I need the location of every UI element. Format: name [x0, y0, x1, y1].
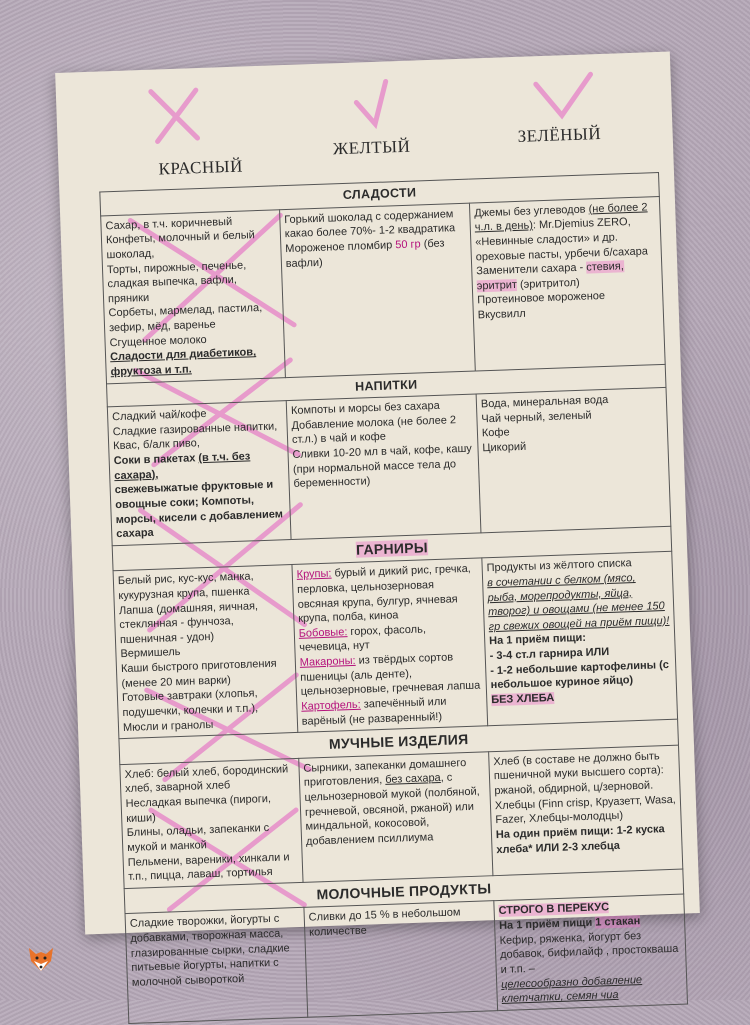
list-item: Продукты из жёлтого списка: [486, 557, 632, 575]
cell-garnish-green: [482, 552, 678, 726]
cell-flour-yellow: [299, 752, 493, 883]
text-fragment: : Mr.Djemius ZERO, «Невинные сладости» и др. ореховые пасты, урбечи б/сахара: [475, 216, 649, 263]
list-item: [296, 562, 479, 627]
list-item: Вода, минеральная вода: [480, 394, 609, 411]
list-item: Конфеты, молочный и белый шоколад,: [105, 229, 255, 262]
list-item: Сорбеты, мармелад, пастила,: [108, 302, 263, 320]
cell-flour-green: [489, 745, 683, 876]
list-item: Вкусвилл: [477, 307, 526, 322]
marker-x-red-top: [151, 90, 198, 142]
list-item: Протеиновое мороженое: [477, 290, 606, 307]
list-item: Белый рис, кус-кус, манка,: [117, 570, 254, 588]
text-fragment: Джемы без углеводов: [474, 203, 589, 220]
list-item-italic: в сочетании с белком (мясо, рыба, морепродукты, яйца, творог) и овощами (не менее 150 гр свежих овощей на приём пищи)!: [486, 572, 670, 634]
category-label: Макароны:: [299, 654, 356, 669]
list-item: Пельмени, вареники, хинкали и т.п., пицца, лаваш, тортилья: [127, 850, 290, 884]
list-item: [303, 755, 487, 849]
list-item: Сладкий чай/кофе: [111, 408, 207, 424]
list-item: Цикорий: [482, 440, 527, 455]
list-item: [285, 236, 467, 272]
category-label: Картофель:: [301, 698, 361, 713]
highlighted-title: ГАРНИРЫ: [355, 539, 429, 558]
list-item: Лапша (домашняя, яичная, стеклянная - фунчоза, пшеничная - удон): [118, 599, 259, 646]
section-title-sweets: СЛАДОСТИ: [100, 172, 659, 215]
category-label: Бобовые:: [298, 625, 348, 640]
cell-drinks-green: [476, 387, 671, 532]
highlighted-text: БЕЗ ХЛЕБА: [491, 691, 555, 707]
list-item: Сахар, в т.ч. коричневый: [105, 215, 233, 232]
text-fragment: горох, фасоль, чечевица, нут: [299, 623, 427, 655]
header-yellow: ЖЕЛТЫЙ: [332, 136, 411, 159]
list-item: [474, 200, 657, 265]
header-green: ЗЕЛЁНЫЙ: [517, 123, 602, 146]
list-item: Компоты и морсы без сахара: [290, 399, 440, 418]
marker-check-green: [536, 74, 592, 116]
table-row: [120, 745, 683, 888]
bold-text: Соки в пакетах: [113, 452, 199, 468]
list-item: Кофе: [481, 426, 510, 440]
list-item-bold: - 3-4 ст.л гарнира ИЛИ: [489, 646, 610, 663]
header-red: КРАСНЫЙ: [158, 156, 244, 179]
list-item: Чай черный, зеленый: [481, 409, 592, 426]
list-item-bold: На один приём пищи: 1-2 куска хлеба* ИЛИ 2-3 хлебца: [495, 823, 665, 856]
table-row: [125, 895, 687, 1024]
list-item-italic: целесообразно добавление клетчатки, семян чиа: [500, 973, 643, 1006]
table-row: [101, 196, 666, 383]
underlined-text: (в т.ч. без сахара),: [114, 450, 251, 482]
list-item: Каши быстрого приготовления (менее 20 мин варки): [120, 657, 277, 690]
list-item: Добавление молока (не более 2 ст.л.) в чай и кофе: [291, 413, 457, 447]
list-item-bold: свежевыжатые фруктовые и овощные соки; Компоты, морсы, кисели с добавлением сахара: [114, 478, 284, 541]
text-fragment: (без вафли): [285, 237, 445, 270]
highlighted-text: стевия, эритрит: [476, 260, 624, 293]
text-fragment: из твёрдых сортов пшеницы (аль денте), цельнозерновые, гречневая лапша: [300, 651, 481, 699]
list-item: Сладкие газированные напитки,: [112, 420, 278, 438]
text-fragment: запечённый или варёный (не разваренный!): [301, 695, 447, 728]
list-item: Сливки до 15 % в небольшом количестве: [308, 906, 461, 939]
text-fragment: На 1 приём пищи: [498, 916, 596, 933]
list-item-bold: Сладости для диабетиков, фруктоза и т.п.: [109, 346, 257, 379]
list-item: Квас, б/алк пиво,: [113, 437, 201, 453]
list-item: Сгущенное молоко: [109, 333, 207, 349]
text-fragment: Сырники, запеканки домашнего приготовления,: [303, 756, 467, 790]
text-fragment: бурый и дикий рис, гречка, перловка, цельнозерновая овсяная крупа, булгур, ячневая крупа, полба, киноа: [296, 563, 471, 626]
section-title-dairy: МОЛОЧНЫЕ ПРОДУКТЫ: [124, 869, 684, 914]
food-table: [99, 172, 688, 1024]
list-item: кукурузная крупа, пшенка: [118, 585, 250, 603]
section-title-flour: МУЧНЫЕ ИЗДЕЛИЯ: [119, 719, 679, 764]
list-item: Сладкие творожки, йогурты с добавками, творожная масса, глазированные сырки, сладкие питьевые йогурты, напитки с молочной сывороткой: [129, 913, 290, 989]
fox-logo-icon: [26, 944, 56, 974]
underlined-text: (не более 2 ч.л. в день): [474, 201, 648, 234]
list-item: Готовые завтраки (хлопья, подушечки, колечки и т.п.),: [121, 687, 259, 720]
paper-sheet: [55, 52, 700, 1006]
highlighted-text: СТРОГО В ПЕРЕКУС: [498, 901, 610, 918]
cell-drinks-red: [107, 401, 291, 546]
highlighted-text: 1 стакан: [595, 915, 641, 929]
cell-garnish-red: [113, 565, 298, 739]
cell-sweets-green: [469, 196, 665, 370]
list-item: Мюсли и гранолы: [122, 718, 214, 734]
cell-sweets-red: [101, 209, 286, 383]
text-fragment: (эритритол): [516, 276, 580, 291]
cell-garnish-yellow: [292, 558, 488, 732]
list-item: Горький шоколад с содержанием какао более 70%- 1-2 квадратика: [284, 207, 456, 241]
highlighted-text: 50 гр: [395, 238, 421, 252]
cell-flour-red: [120, 758, 303, 888]
list-item: зефир, мёд, варенье: [108, 318, 216, 335]
text-fragment: Мороженое пломбир: [285, 239, 396, 255]
list-item: Кефир, ряженка, йогурт без добавок, бифилайф , простокваша и т.п. –: [499, 929, 679, 976]
cell-dairy-green: [494, 895, 688, 1011]
list-item: Блины, оладьи, запеканки с мукой и манкой: [126, 822, 270, 854]
cell-dairy-red: [125, 908, 308, 1024]
table-row: [113, 552, 678, 739]
text-fragment: , с цельнозерновой мукой (полбяной, гречневой, овсяной, ржаной) или миндальной, кокосовой, добавлением псиллиума: [304, 772, 480, 848]
table-row: [107, 387, 670, 545]
marker-check-yellow: [356, 81, 387, 124]
list-item: Хлеб (в составе не должно быть пшеничной муки высшего сорта): ржаной, обдирной, ц/зерновой. Хлебцы (Finn crisp, Круазетт, Wasa, Fazer, Хлебцы-молодцы): [493, 750, 676, 827]
list-item: Торты, пирожные, печенье,: [106, 258, 247, 276]
underlined-text: без сахара: [385, 772, 441, 787]
list-item-bold: На 1 приём пищи:: [488, 632, 587, 648]
cell-sweets-yellow: [279, 203, 475, 377]
cell-drinks-yellow: [286, 394, 481, 539]
list-item-bold: - 1-2 небольшие картофелины (с небольшое куриное яйцо): [489, 658, 670, 692]
list-item: Несладкая выпечка (пироги, киши): [125, 793, 272, 825]
text-fragment: Заменители сахара -: [476, 261, 587, 278]
section-title-drinks: НАПИТКИ: [107, 364, 666, 407]
list-item: Вермишель: [120, 646, 181, 661]
list-item: Сливки 10-20 мл в чай, кофе, кашу (при нормальной массе тела до беременности): [292, 442, 473, 491]
list-item: сладкая выпечка, вафли, пряники: [107, 273, 238, 306]
list-item: [301, 693, 483, 729]
list-item: Хлеб: белый хлеб, бородинский хлеб, заварной хлеб: [124, 763, 289, 796]
list-item: [300, 650, 482, 700]
category-label: Крупы:: [296, 568, 332, 582]
